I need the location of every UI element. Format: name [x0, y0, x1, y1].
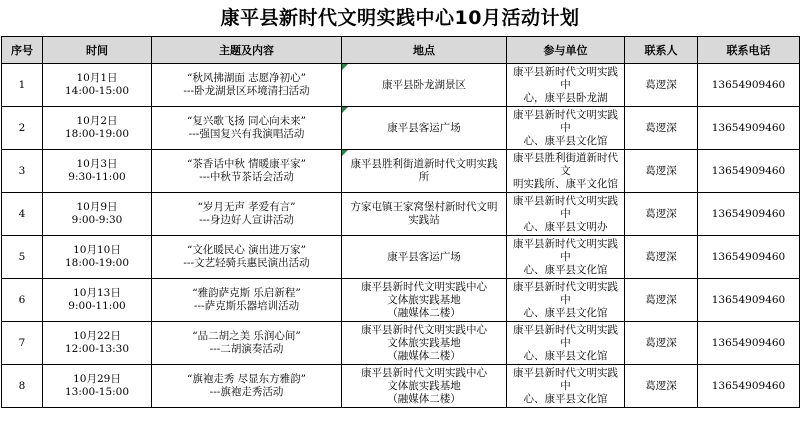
place-line: 康平县卧龙湖景区: [382, 78, 466, 91]
theme-line: “茶香话中秋 情暖康平家”: [186, 158, 307, 170]
cell-place[interactable]: [342, 236, 507, 279]
theme-line: ---身边好人宣讲活动: [199, 214, 294, 226]
cell-phone[interactable]: [698, 150, 800, 193]
org-line: 康平县新时代文明实践中: [513, 237, 618, 263]
cell-phone[interactable]: [698, 236, 800, 279]
org-line: 康平县新时代文明实践中: [513, 194, 618, 220]
row-time-range: 12:00-13:30: [64, 343, 130, 355]
table-body: [2, 64, 800, 408]
place-line: 康平县新时代文明实践中心: [361, 280, 487, 293]
table-row: [2, 107, 800, 150]
page-title: 康平县新时代文明实践中心10月活动计划: [220, 7, 580, 29]
cell-no[interactable]: [2, 107, 43, 150]
org-line: 康平县新时代文明实践中: [513, 65, 618, 91]
place-line: 康平县客运广场: [387, 250, 461, 263]
cell-theme[interactable]: [152, 64, 342, 107]
contact-phone: 13654909460: [711, 250, 786, 263]
cell-theme[interactable]: [152, 150, 342, 193]
place-line: 康平县新时代文明实践中心: [361, 366, 487, 379]
row-date: 10月2日: [76, 115, 118, 127]
org-line: 心、康平县文化馆: [523, 263, 608, 276]
cell-org[interactable]: [507, 279, 625, 322]
cell-theme[interactable]: [152, 279, 342, 322]
cell-place[interactable]: [342, 322, 507, 365]
row-date: 10月22日: [73, 330, 121, 342]
cell-time[interactable]: [43, 322, 152, 365]
table-row: [2, 322, 800, 365]
cell-time[interactable]: [43, 64, 152, 107]
row-date: 10月10日: [73, 244, 121, 256]
org-line: 心、康平县文化馆: [523, 134, 608, 147]
cell-time[interactable]: [43, 193, 152, 236]
cell-org[interactable]: [507, 107, 625, 150]
theme-line: ---强国复兴有我演唱活动: [188, 128, 305, 140]
row-number: 4: [18, 207, 26, 220]
place-line: 康平县新时代文明实践中心: [361, 323, 487, 336]
cell-time[interactable]: [43, 107, 152, 150]
row-time-range: 18:00-19:00: [64, 257, 130, 269]
contact-phone: 13654909460: [711, 121, 786, 134]
cell-place[interactable]: [342, 107, 507, 150]
cell-phone[interactable]: [698, 322, 800, 365]
org-line: 明实践所、康平文化馆: [513, 177, 618, 190]
row-time-range: 18:00-19:00: [64, 128, 130, 140]
place-line: 康平县客运广场: [387, 121, 461, 134]
place-line: 方家屯镇王家窝堡村新时代文明: [350, 201, 498, 213]
header-theme: 主题及内容: [152, 37, 342, 64]
row-number: 5: [18, 250, 26, 263]
header-phone: 联系电话: [698, 37, 800, 64]
cell-no[interactable]: [2, 279, 43, 322]
org-line: 康平县新时代文明实践中: [513, 280, 618, 306]
place-line: （融媒体二楼）: [387, 392, 461, 405]
theme-line: “旗袍走秀 尽显东方雅韵”: [186, 373, 307, 385]
org-line: 心、康平县文化馆: [523, 392, 608, 405]
cell-phone[interactable]: [698, 279, 800, 322]
row-number: 3: [18, 164, 26, 177]
place-line: 文体旅实践基地: [387, 293, 461, 306]
cell-theme[interactable]: [152, 107, 342, 150]
row-date: 10月29日: [73, 373, 121, 385]
cell-contact[interactable]: [625, 322, 698, 365]
org-line: 康平县胜利街道新时代文: [513, 151, 618, 177]
org-line: 心、康平县文化馆: [523, 306, 608, 319]
row-time-range: 14:00-15:00: [64, 85, 130, 97]
cell-theme[interactable]: [152, 322, 342, 365]
cell-time[interactable]: [43, 150, 152, 193]
cell-phone[interactable]: [698, 365, 800, 408]
cell-no[interactable]: [2, 322, 43, 365]
place-line: 文体旅实践基地: [387, 379, 461, 392]
cell-contact[interactable]: [625, 279, 698, 322]
cell-no[interactable]: [2, 150, 43, 193]
contact-name: 葛逻深: [645, 293, 677, 306]
row-time-range: 9:30-11:00: [68, 171, 126, 183]
row-date: 10月1日: [76, 72, 118, 84]
row-number: 8: [18, 379, 26, 392]
cell-contact[interactable]: [625, 193, 698, 236]
place-line: 康平县胜利街道新时代文明实践: [350, 158, 498, 170]
place-line: 所: [418, 171, 430, 183]
contact-phone: 13654909460: [711, 379, 786, 392]
place-line: 实践站: [408, 214, 440, 226]
contact-phone: 13654909460: [711, 336, 786, 349]
contact-phone: 13654909460: [711, 207, 786, 220]
row-time-range: 13:00-15:00: [64, 386, 130, 398]
header-time: 时间: [43, 37, 152, 64]
header-no: 序号: [2, 37, 43, 64]
cell-no[interactable]: [2, 193, 43, 236]
contact-name: 葛逻深: [645, 250, 677, 263]
cell-org[interactable]: [507, 64, 625, 107]
table-row: [2, 236, 800, 279]
org-line: 心、康平县文化馆: [523, 349, 608, 362]
cell-org[interactable]: [507, 236, 625, 279]
row-time-range: 9:00-11:00: [68, 300, 126, 312]
cell-place[interactable]: [342, 193, 507, 236]
row-time-range: 9:00-9:30: [71, 214, 123, 226]
theme-line: ---文艺轻骑兵惠民演出活动: [183, 257, 310, 269]
cell-time[interactable]: [43, 236, 152, 279]
cell-phone[interactable]: [698, 107, 800, 150]
cell-contact[interactable]: [625, 64, 698, 107]
contact-name: 葛逻深: [645, 379, 677, 392]
header-org: 参与单位: [507, 37, 625, 64]
cell-time[interactable]: [43, 279, 152, 322]
cell-theme[interactable]: [152, 365, 342, 408]
contact-name: 葛逻深: [645, 121, 677, 134]
cell-theme[interactable]: [152, 236, 342, 279]
contact-name: 葛逻深: [645, 78, 677, 91]
cell-contact[interactable]: [625, 236, 698, 279]
table-row: [2, 193, 800, 236]
row-number: 1: [18, 78, 26, 91]
cell-org[interactable]: [507, 365, 625, 408]
row-date: 10月9日: [76, 201, 118, 213]
cell-phone[interactable]: [698, 64, 800, 107]
cell-place[interactable]: [342, 150, 507, 193]
theme-line: “雅韵萨克斯 乐启新程”: [192, 287, 301, 299]
cell-contact[interactable]: [625, 365, 698, 408]
cell-org[interactable]: [507, 322, 625, 365]
cell-no[interactable]: [2, 64, 43, 107]
table-row: [2, 64, 800, 107]
theme-line: “岁月无声 孝爱有言”: [197, 201, 296, 213]
place-line: （融媒体二楼）: [387, 349, 461, 362]
row-number: 2: [18, 121, 26, 134]
cell-time[interactable]: [43, 365, 152, 408]
contact-phone: 13654909460: [711, 78, 786, 91]
contact-name: 葛逻深: [645, 336, 677, 349]
row-number: 6: [18, 293, 26, 306]
org-line: 康平县新时代文明实践中: [513, 366, 618, 392]
theme-line: “文化暖民心 演出进万家”: [186, 244, 307, 256]
contact-name: 葛逻深: [645, 164, 677, 177]
row-date: 10月3日: [76, 158, 118, 170]
org-line: 康平县新时代文明实践中: [513, 323, 618, 349]
activity-table: [1, 36, 800, 408]
header-contact: 联系人: [625, 37, 698, 64]
theme-line: “品二胡之美 乐润心间”: [192, 330, 301, 342]
cell-place[interactable]: [342, 64, 507, 107]
theme-line: ---中秋节茶话会活动: [199, 171, 294, 183]
table-row: [2, 365, 800, 408]
cell-contact[interactable]: [625, 150, 698, 193]
theme-line: ---萨克斯乐器培训活动: [193, 300, 300, 312]
cell-org[interactable]: [507, 150, 625, 193]
theme-line: “复兴歌飞扬 同心向未来”: [186, 115, 307, 127]
theme-line: ---旗袍走秀活动: [209, 386, 284, 398]
table-row: [2, 279, 800, 322]
place-line: 文体旅实践基地: [387, 336, 461, 349]
contact-phone: 13654909460: [711, 164, 786, 177]
header-row: [2, 37, 800, 64]
org-line: 心、康平县文明办: [523, 220, 608, 233]
row-date: 10月13日: [73, 287, 121, 299]
cell-phone[interactable]: [698, 193, 800, 236]
row-number: 7: [18, 336, 26, 349]
place-line: （融媒体二楼）: [387, 306, 461, 319]
cell-org[interactable]: [507, 193, 625, 236]
contact-name: 葛逻深: [645, 207, 677, 220]
org-line: 康平县新时代文明实践中: [513, 108, 618, 134]
cell-no[interactable]: [2, 365, 43, 408]
contact-phone: 13654909460: [711, 293, 786, 306]
header-place: 地点: [342, 37, 507, 64]
cell-no[interactable]: [2, 236, 43, 279]
theme-line: ---二胡演奏活动: [209, 343, 284, 355]
theme-line: ---卧龙湖景区环境清扫活动: [183, 85, 310, 97]
cell-contact[interactable]: [625, 107, 698, 150]
table-row: [2, 150, 800, 193]
cell-place[interactable]: [342, 279, 507, 322]
cell-theme[interactable]: [152, 193, 342, 236]
org-line: 心，康平县卧龙湖: [523, 91, 608, 104]
theme-line: “秋风拂湖面 志愿净初心”: [186, 72, 307, 84]
cell-place[interactable]: [342, 365, 507, 408]
